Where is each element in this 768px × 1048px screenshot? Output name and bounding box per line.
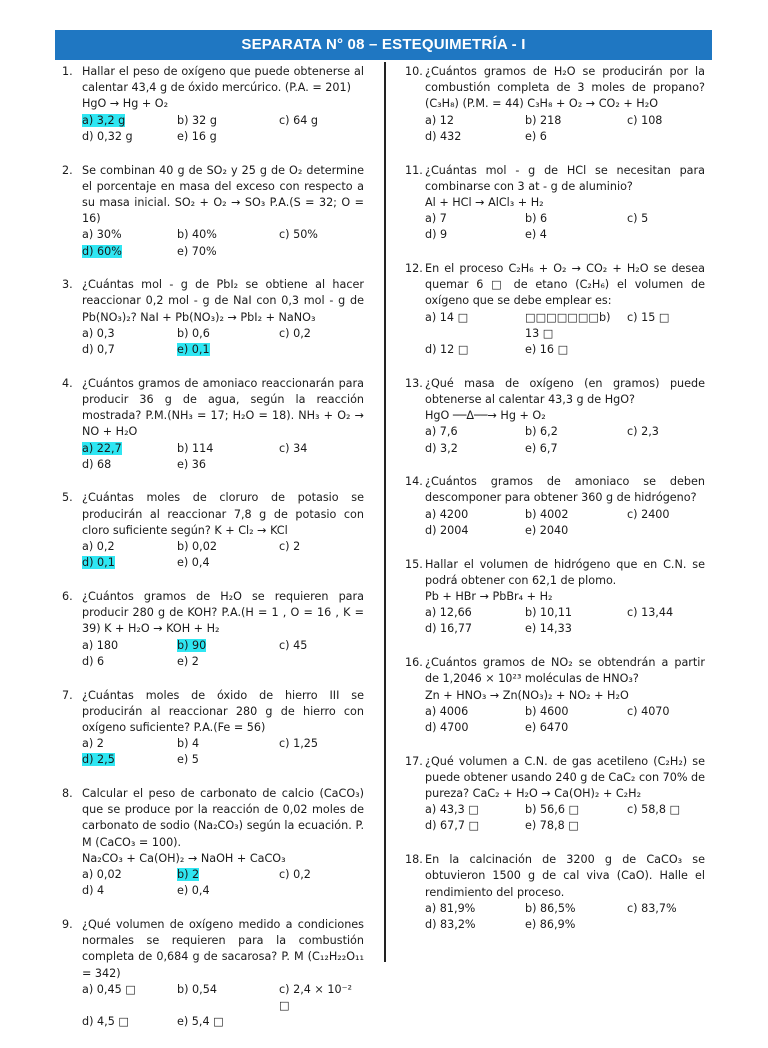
answer-option [82, 638, 177, 654]
answer-options [425, 901, 705, 933]
option-label: e) 2040 [525, 523, 569, 537]
highlighted-answer: d) 0,1 [82, 556, 115, 570]
option-label: d) 2004 [425, 523, 469, 537]
option-label: c) 2,4 × 10⁻² □ [279, 982, 352, 1012]
option-label: b) 4002 [525, 507, 569, 521]
answer-option [425, 901, 525, 917]
answer-option [425, 818, 525, 834]
answer-option [82, 555, 177, 571]
question-number: 13. [405, 376, 423, 390]
answer-options [425, 310, 705, 359]
question-number: 18. [405, 853, 423, 867]
answer-option [177, 129, 279, 145]
answer-option [82, 654, 177, 670]
option-label: d) 0,7 [82, 343, 115, 357]
page-title: SEPARATA N° 08 – ESTEQUIMETRÍA - I [241, 36, 526, 53]
answer-option [82, 752, 177, 768]
answer-options [425, 507, 705, 539]
highlighted-answer: b) 2 [177, 868, 200, 882]
option-label: d) 83,2% [425, 917, 476, 931]
option-label: a) 7,6 [425, 425, 458, 439]
option-label: b) 0,6 [177, 326, 210, 340]
option-label: d) 12 □ [425, 343, 469, 357]
option-label: c) 58,8 □ [627, 803, 681, 817]
question-number: 7. [62, 688, 73, 702]
answer-option [525, 211, 627, 227]
question-number: 8. [62, 787, 73, 801]
answer-option [627, 605, 705, 621]
option-label: d) 9 [425, 228, 448, 242]
answer-option [525, 802, 627, 818]
question-8 [62, 786, 364, 899]
answer-option [525, 310, 627, 342]
answer-option [279, 736, 364, 752]
answer-option [82, 227, 177, 243]
option-label: c) 45 [279, 638, 308, 652]
question-stem: ¿Cuántos gramos de NO₂ se obtendrán a partir de 1,2046 × 10²³ moléculas de HNO₃? [425, 656, 705, 686]
option-label: c) 108 [627, 113, 663, 127]
answer-option [525, 901, 627, 917]
answer-option [425, 621, 525, 637]
answer-option [177, 752, 279, 768]
option-label: d) 4,5 □ [82, 1015, 129, 1029]
question-12 [405, 261, 705, 358]
option-label: b) 6 [525, 212, 548, 226]
answer-option [425, 605, 525, 621]
option-label: b) 6,2 [525, 425, 558, 439]
option-label: e) 14,33 [525, 622, 572, 636]
answer-option [82, 457, 177, 473]
answer-option [177, 539, 279, 555]
question-3 [62, 277, 364, 358]
answer-option [177, 244, 279, 260]
question-11 [405, 163, 705, 244]
question-stem: ¿Cuántos gramos de amoniaco se deben descomponer para obtener 360 g de hidrógeno? [425, 475, 705, 505]
answer-option [425, 523, 525, 539]
option-label: b) 4600 [525, 704, 569, 718]
answer-option [525, 113, 627, 129]
option-label: e) 0,4 [177, 556, 210, 570]
question-13 [405, 376, 705, 457]
answer-options [82, 441, 364, 473]
question-6 [62, 589, 364, 670]
question-2 [62, 163, 364, 260]
option-label: b) 4 [177, 737, 200, 751]
answer-option [425, 227, 525, 243]
answer-option [82, 441, 177, 457]
option-label: d) 6 [82, 654, 105, 668]
option-label: c) 1,25 [279, 737, 318, 751]
answer-option [82, 326, 177, 342]
option-label: a) 0,3 [82, 326, 115, 340]
answer-option [525, 605, 627, 621]
answer-option [525, 441, 627, 457]
answer-option [279, 113, 364, 129]
answer-option [525, 621, 627, 637]
question-16 [405, 655, 705, 736]
answer-option [82, 539, 177, 555]
option-label: b) 218 [525, 113, 562, 127]
answer-option [425, 211, 525, 227]
option-label: a) 4200 [425, 507, 469, 521]
answer-option [627, 802, 705, 818]
answer-option [627, 310, 705, 342]
answer-option [279, 638, 364, 654]
answer-option [425, 342, 525, 358]
question-17 [405, 754, 705, 835]
answer-option [177, 654, 279, 670]
answer-option [525, 704, 627, 720]
answer-options [425, 424, 705, 456]
option-label: d) 4700 [425, 720, 469, 734]
question-stem: ¿Cuántas moles de óxido de hierro III se producirán al reaccionar 280 g de hierro con oxígeno suficiente? P.A.(Fe = 56) [82, 688, 364, 734]
answer-option [82, 244, 177, 260]
question-stem: ¿Cuántas mol - g de HCl se necesitan para combinarse con 3 at - g de aluminio? [425, 163, 705, 193]
answer-options [425, 211, 705, 243]
answer-option [525, 917, 627, 933]
answer-option [425, 310, 525, 342]
option-label: c) 83,7% [627, 901, 677, 915]
option-label: a) 0,02 [82, 868, 122, 882]
answer-option [177, 227, 279, 243]
option-label: b) 0,02 [177, 540, 217, 554]
option-label: □□□□□□□b) 13 □ [525, 310, 611, 340]
question-stem: Hallar el peso de oxígeno que puede obtenerse al calentar 43,4 g de óxido mercúrico. (P.A. = 201) [82, 65, 364, 95]
answer-option [425, 720, 525, 736]
answer-option [525, 342, 627, 358]
highlighted-answer: a) 22,7 [82, 441, 122, 455]
question-number: 1. [62, 65, 73, 78]
answer-option [425, 802, 525, 818]
answer-option [82, 113, 177, 129]
answer-option [627, 211, 705, 227]
option-label: d) 4 [82, 884, 105, 898]
answer-option [627, 507, 705, 523]
answer-options [425, 802, 705, 834]
reaction-equation: HgO ──Δ──→ Hg + O₂ [425, 409, 546, 423]
answer-option [425, 704, 525, 720]
answer-option [82, 883, 177, 899]
option-label: b) 32 g [177, 113, 217, 127]
answer-option [279, 982, 364, 1014]
question-stem: ¿Cuántos gramos de H₂O se producirán por la combustión completa de 3 moles de propano? (C₃H₈) (P.M. = 44) C₃H₈ + O₂ → CO₂ + H₂O [425, 65, 705, 111]
question-stem: ¿Cuántas mol - g de PbI₂ se obtiene al hacer reaccionar 0,2 mol - g de NaI con 0,3 mol - g de Pb(NO₃)₂? NaI + Pb(NO₃)₂ → PbI₂ + NaNO₃ [82, 278, 364, 324]
question-number: 5. [62, 491, 73, 505]
answer-option [82, 342, 177, 358]
answer-option [525, 507, 627, 523]
question-5 [62, 490, 364, 571]
option-label: e) 4 [525, 228, 547, 242]
answer-options [82, 736, 364, 768]
highlighted-answer: d) 2,5 [82, 753, 115, 767]
answer-option [82, 129, 177, 145]
question-stem: En el proceso C₂H₆ + O₂ → CO₂ + H₂O se desea quemar 6 □ de etano (C₂H₆) el volumen de oxígeno que se debe emplear es: [425, 262, 705, 308]
option-label: a) 43,3 □ [425, 803, 479, 817]
question-number: 16. [405, 656, 423, 670]
reaction-equation: Al + HCl → AlCl₃ + H₂ [425, 195, 544, 209]
option-label: e) 16 □ [525, 343, 569, 357]
option-label: c) 2,3 [627, 425, 659, 439]
option-label: a) 2 [82, 737, 104, 751]
question-number: 2. [62, 163, 73, 177]
option-label: c) 2400 [627, 507, 670, 521]
option-label: a) 12,66 [425, 606, 472, 620]
question-stem: Hallar el volumen de hidrógeno que en C.N. se podrá obtener con 62,1 de plomo. [425, 557, 705, 587]
answer-option [177, 441, 279, 457]
answer-option [82, 736, 177, 752]
answer-option [279, 867, 364, 883]
answer-option [177, 736, 279, 752]
option-label: a) 81,9% [425, 901, 476, 915]
option-label: b) 114 [177, 441, 214, 455]
question-1 [62, 64, 364, 145]
highlighted-answer: b) 90 [177, 638, 207, 652]
answer-option [627, 424, 705, 440]
option-label: d) 3,2 [425, 441, 458, 455]
answer-option [177, 326, 279, 342]
question-stem: Se combinan 40 g de SO₂ y 25 g de O₂ determine el porcentaje en masa del exceso con respecto a su masa inicial. SO₂ + O₂ → SO₃ P.A.(S = 32; O = 16) [82, 163, 364, 226]
option-label: c) 0,2 [279, 868, 311, 882]
option-label: c) 0,2 [279, 326, 311, 340]
option-label: b) 86,5% [525, 901, 576, 915]
option-label: d) 432 [425, 129, 462, 143]
question-10 [405, 64, 705, 145]
option-label: a) 12 [425, 113, 455, 127]
answer-option [425, 424, 525, 440]
option-label: c) 4070 [627, 704, 670, 718]
answer-options [82, 982, 364, 1031]
option-label: e) 6470 [525, 720, 569, 734]
question-stem: ¿Cuántos gramos de H₂O se requieren para producir 280 g de KOH? P.A.(H = 1 , O = 16 , K = 39) K + H₂O → KOH + H₂ [82, 589, 364, 636]
option-label: a) 7 [425, 212, 447, 226]
page-title-banner [55, 30, 712, 60]
answer-option [627, 901, 705, 917]
option-label: e) 86,9% [525, 917, 576, 931]
question-stem: ¿Qué volumen de oxígeno medido a condiciones normales se requieren para la combustión completa de 0,684 g de sacarosa? P. M (C₁₂H₂₂O₁₁ = 342) [82, 917, 364, 980]
option-label: e) 5,4 □ [177, 1015, 224, 1029]
reaction-equation: HgO → Hg + O₂ [82, 97, 169, 111]
right-column [405, 64, 705, 951]
answer-option [82, 982, 177, 1014]
answer-option [425, 917, 525, 933]
option-label: d) 68 [82, 457, 112, 471]
option-label: e) 6,7 [525, 441, 558, 455]
answer-options [82, 227, 364, 259]
answer-option [177, 867, 279, 883]
option-label: a) 180 [82, 638, 119, 652]
option-label: b) 56,6 □ [525, 803, 580, 817]
answer-option [177, 113, 279, 129]
answer-option [425, 113, 525, 129]
answer-option [279, 539, 364, 555]
option-label: c) 64 g [279, 113, 318, 127]
option-label: e) 36 [177, 457, 207, 471]
answer-option [627, 113, 705, 129]
option-label: c) 50% [279, 228, 318, 242]
highlighted-answer: d) 60% [82, 244, 122, 258]
answer-option [177, 1014, 279, 1030]
answer-option [279, 326, 364, 342]
answer-option [177, 638, 279, 654]
answer-option [279, 227, 364, 243]
answer-option [525, 129, 627, 145]
option-label: a) 0,45 □ [82, 982, 136, 996]
left-column [62, 64, 364, 1048]
answer-options [82, 867, 364, 899]
option-label: d) 0,32 g [82, 129, 133, 143]
answer-options [425, 605, 705, 637]
answer-option [177, 342, 279, 358]
question-number: 15. [405, 557, 423, 571]
option-label: a) 4006 [425, 704, 469, 718]
option-label: e) 6 [525, 129, 547, 143]
answer-option [525, 424, 627, 440]
answer-options [82, 638, 364, 670]
option-label: c) 2 [279, 540, 301, 554]
question-stem: ¿Qué volumen a C.N. de gas acetileno (C₂H₂) se puede obtener usando 240 g de CaC₂ con 70% de pureza? CaC₂ + H₂O → Ca(OH)₂ + C₂H₂ [425, 754, 706, 801]
option-label: a) 30% [82, 228, 122, 242]
answer-option [177, 982, 279, 1014]
answer-option [525, 818, 627, 834]
answer-option [82, 1014, 177, 1030]
answer-option [279, 441, 364, 457]
question-14 [405, 474, 705, 539]
question-15 [405, 557, 705, 638]
option-label: c) 13,44 [627, 606, 674, 620]
question-7 [62, 688, 364, 769]
question-9 [62, 917, 364, 1030]
answer-option [177, 555, 279, 571]
option-label: d) 67,7 □ [425, 819, 480, 833]
reaction-equation: Na₂CO₃ + Ca(OH)₂ → NaOH + CaCO₃ [82, 851, 286, 865]
answer-options [425, 113, 705, 145]
question-4 [62, 376, 364, 473]
option-label: b) 40% [177, 228, 217, 242]
option-label: e) 16 g [177, 129, 217, 143]
question-stem: ¿Cuántos gramos de amoniaco reaccionarán para producir 36 g de agua, según la reacción mostrada? P.M.(NH₃ = 17; H₂O = 18). NH₃ + O₂ → NO + H₂O [82, 376, 364, 439]
option-label: c) 15 □ [627, 310, 670, 324]
question-number: 12. [405, 262, 423, 276]
answer-option [525, 227, 627, 243]
answer-option [177, 883, 279, 899]
answer-options [425, 704, 705, 736]
question-stem: Calcular el peso de carbonato de calcio (CaCO₃) que se produce por la reacción de 0,02 moles de carbonato de sodio (Na₂CO₃) según la ecuación. P. M (CaCO₃ = 100). [82, 787, 364, 849]
option-label: d) 16,77 [425, 622, 473, 636]
question-stem: ¿Cuántas moles de cloruro de potasio se producirán al reaccionar 7,8 g de potasio con cloro suficiente según? K + Cl₂ → KCl [82, 491, 364, 537]
option-label: c) 5 [627, 212, 649, 226]
answer-options [82, 539, 364, 571]
question-number: 6. [62, 589, 73, 603]
highlighted-answer: a) 3,2 g [82, 113, 126, 127]
option-label: b) 10,11 [525, 606, 573, 620]
answer-option [177, 457, 279, 473]
answer-option [525, 720, 627, 736]
answer-option [627, 704, 705, 720]
option-label: e) 5 [177, 753, 199, 767]
question-number: 3. [62, 278, 73, 292]
question-number: 17. [405, 754, 423, 768]
answer-option [82, 867, 177, 883]
question-18 [405, 852, 705, 933]
option-label: e) 70% [177, 244, 217, 258]
answer-option [425, 129, 525, 145]
option-label: e) 0,4 [177, 884, 210, 898]
question-stem: En la calcinación de 3200 g de CaCO₃ se obtuvieron 1500 g de cal viva (CaO). Halle el rendimiento del proceso. [425, 853, 705, 899]
answer-options [82, 113, 364, 145]
answer-option [525, 523, 627, 539]
reaction-equation: Pb + HBr → PbBr₄ + H₂ [425, 589, 553, 603]
option-label: e) 78,8 □ [525, 819, 579, 833]
question-number: 14. [405, 475, 423, 489]
highlighted-answer: e) 0,1 [177, 343, 210, 357]
question-stem: ¿Qué masa de oxígeno (en gramos) puede obtenerse al calentar 43,3 g de HgO? [425, 376, 705, 406]
option-label: b) 0,54 [177, 982, 217, 996]
reaction-equation: Zn + HNO₃ → Zn(NO₃)₂ + NO₂ + H₂O [425, 688, 629, 702]
answer-option [425, 507, 525, 523]
column-divider [384, 62, 386, 962]
option-label: a) 14 □ [425, 310, 469, 324]
option-label: a) 0,2 [82, 540, 115, 554]
question-number: 4. [62, 376, 73, 390]
option-label: c) 34 [279, 441, 308, 455]
question-number: 9. [62, 917, 73, 931]
answer-option [425, 441, 525, 457]
question-number: 11. [405, 163, 423, 177]
answer-options [82, 326, 364, 358]
question-number: 10. [405, 65, 423, 78]
option-label: e) 2 [177, 654, 199, 668]
